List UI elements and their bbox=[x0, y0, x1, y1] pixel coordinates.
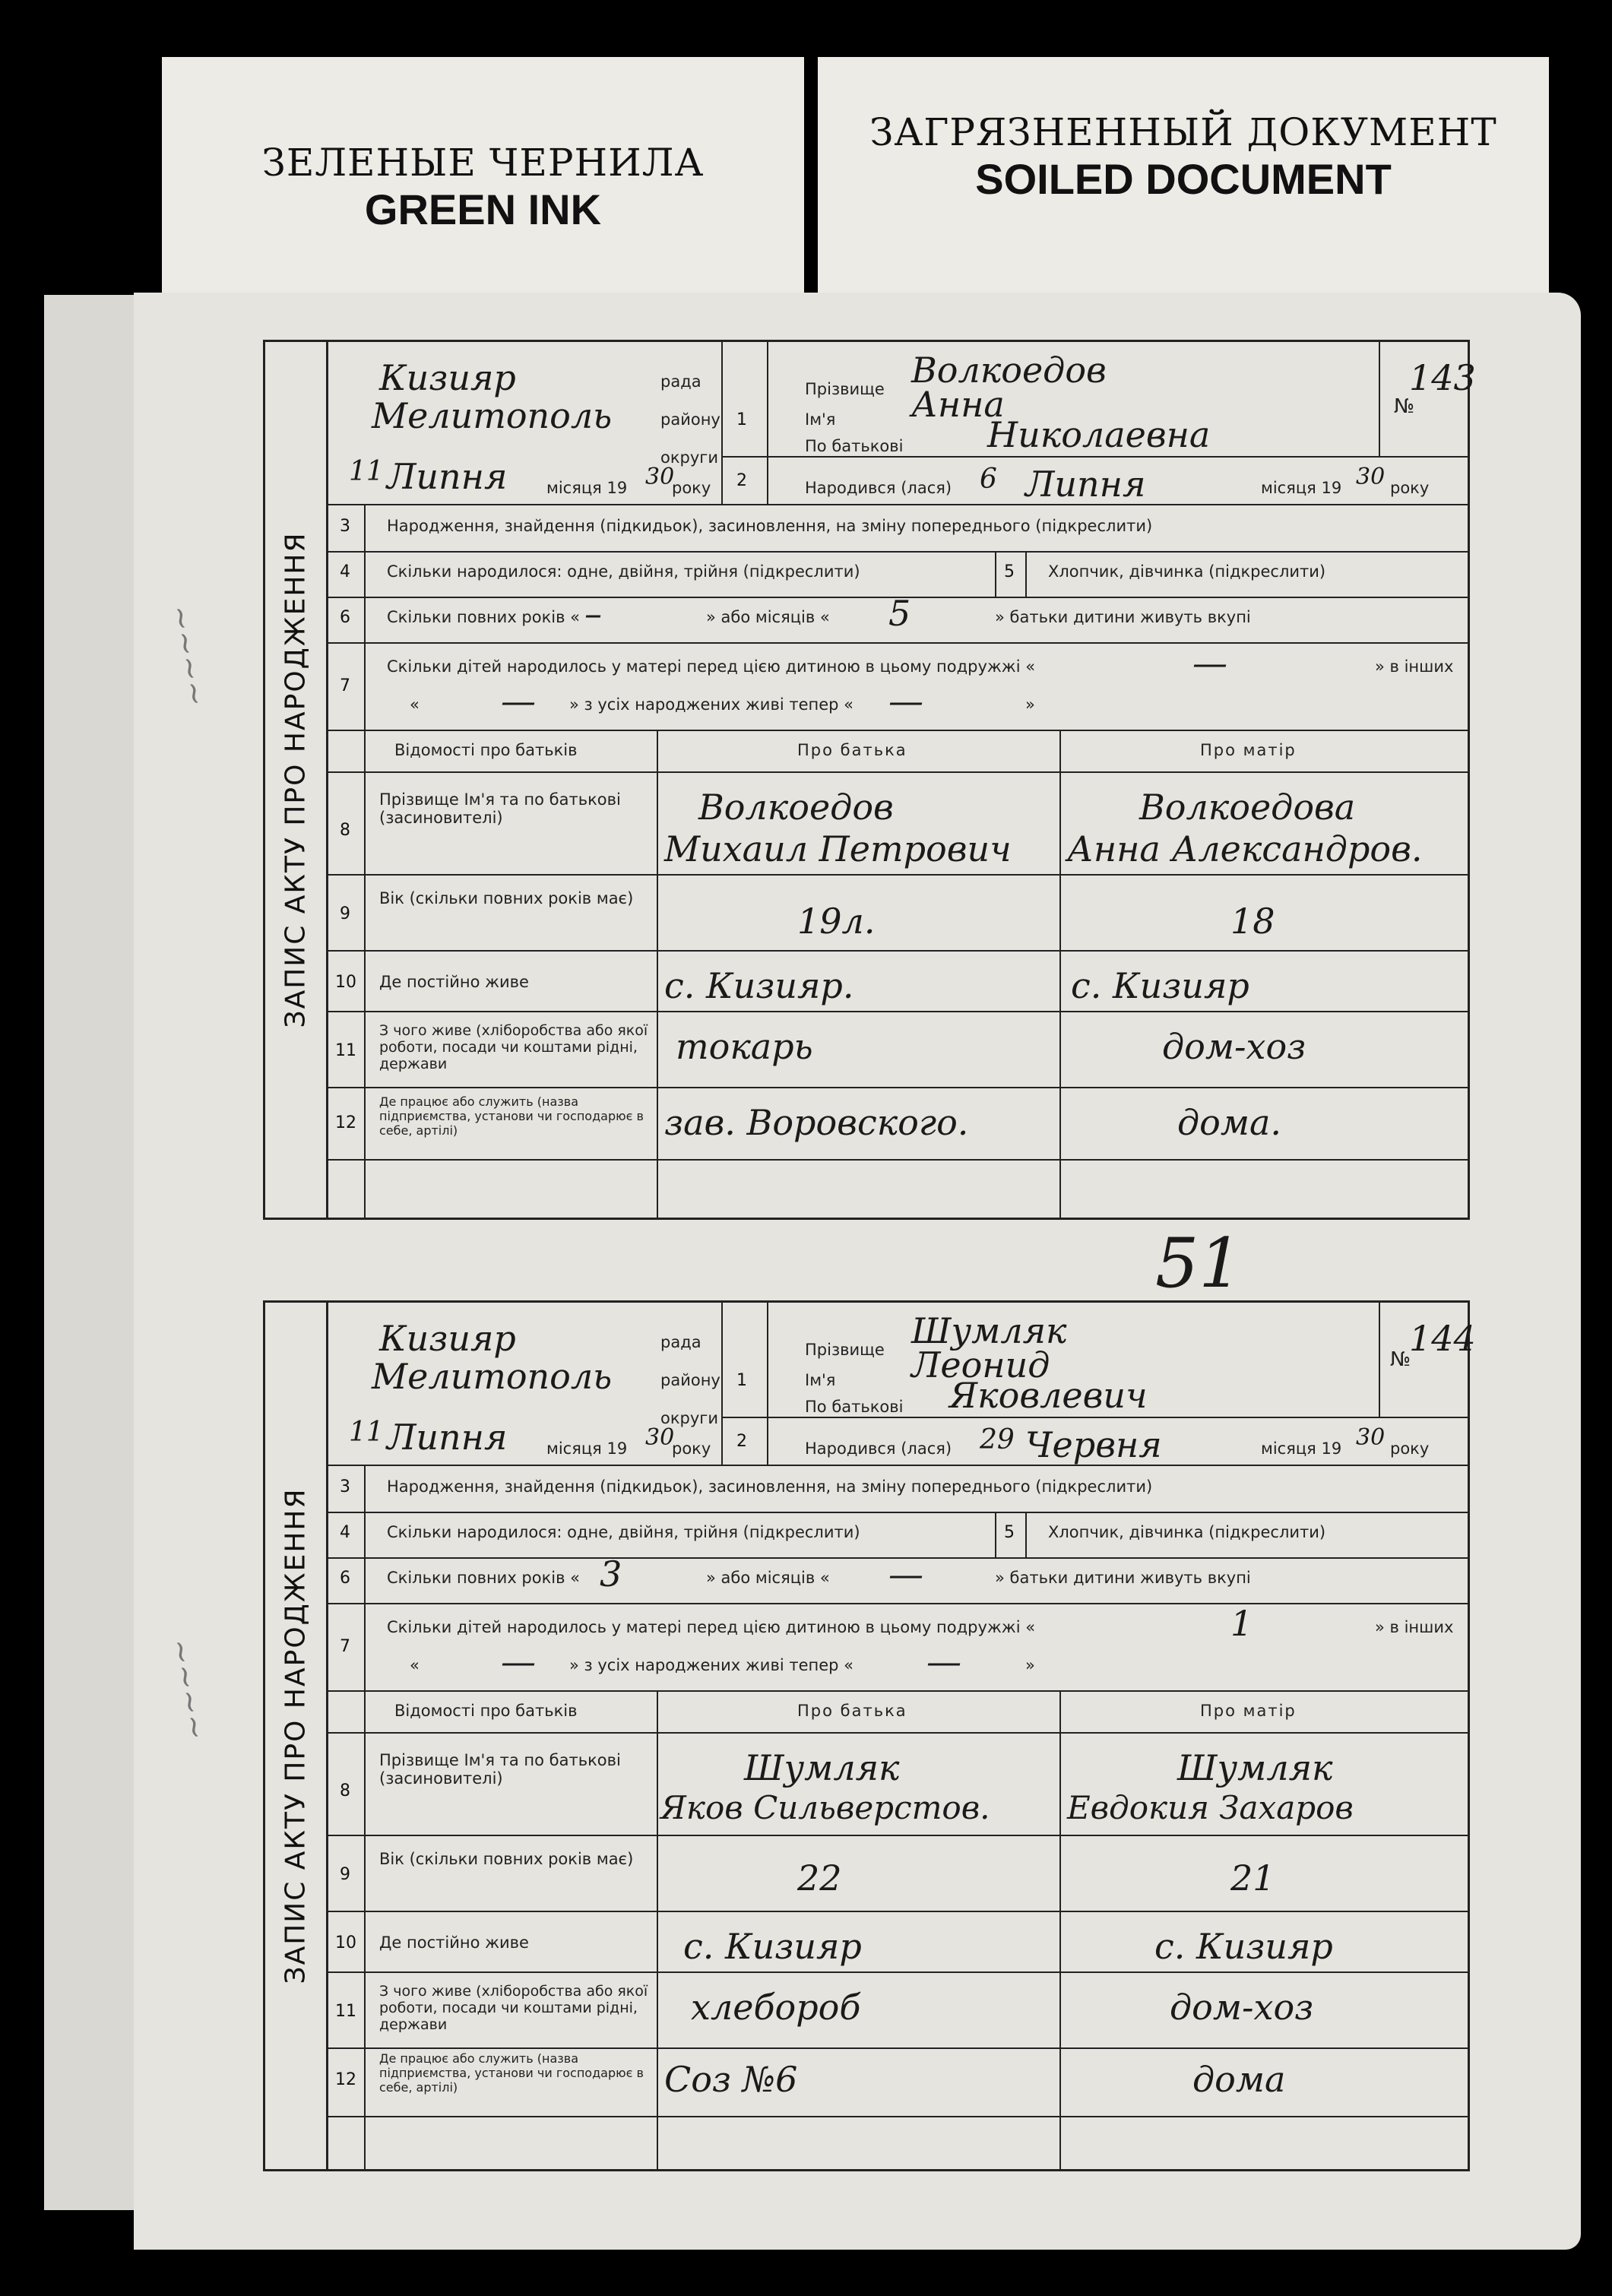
side-title: ЗАПИС АКТУ ПРО НАРОДЖЕННЯ bbox=[265, 342, 328, 1218]
child-patronymic: Яковлевич bbox=[949, 1375, 1148, 1416]
birth-record-143: ЗАПИС АКТУ ПРО НАРОДЖЕННЯ Кизияр рада Мелитополь району округи 11 Липня місяця 19 30 року 1 Прізвище Волкоедов Ім'я Анна По батькові Николаевна № 143 2 Народився (лася) 6 Липня місяця 19 30 року 3 Народження, знайдення (підкидьок), засиновлення, на зміну попереднього (підкреслити) 4 Скільки народилося: одне, двійня, трійня (підкреслити) 5 Хлопчик, дівчинка (підкреслити) 6 Скільки повних років « – » або місяців « 5 » батьки дитини живуть вкупі 7 Скільки дітей народилось у матері перед цією дитиною в цьому подружжі « — » в інших « — » з усіх народжених живі тепер « — » Відомості про батьків Про батька Про матір 8 Прізвище Ім'я та по батькові (засиновителі) 9 Вік (скільки повних років має) 10 Де постійно живе 11 З чого живе (хліборобства або якої роботи, посади чи коштами рідні, держави 12 Де працює або служить (назва підприємства, установи чи господарює в себе, артілі) Волкоедов Михаил Петрович 19л. с. Кизияр. токарь зав. Воровского. Волкоедова Анна Александров. 18 с. Кизияр дом-хоз дома. bbox=[263, 340, 1470, 1220]
margin-note-1: ~~~~ bbox=[161, 602, 214, 710]
green-ink-ru: ЗЕЛЕНЫЕ ЧЕРНИЛА bbox=[261, 141, 705, 185]
green-ink-label bbox=[162, 57, 804, 300]
binding-spine bbox=[44, 295, 134, 2210]
record-number: 144 bbox=[1409, 1318, 1476, 1359]
margin-note-2: ~~~~ bbox=[161, 1636, 214, 1743]
side-title: ЗАПИС АКТУ ПРО НАРОДЖЕННЯ bbox=[265, 1303, 328, 2169]
child-surname: Волкоедов bbox=[911, 350, 1107, 391]
record-number: 143 bbox=[1409, 357, 1476, 398]
child-name: Анна bbox=[911, 384, 1005, 425]
soiled-document-label bbox=[818, 57, 1549, 300]
green-ink-en: GREEN INK bbox=[364, 185, 602, 233]
rada-value: Кизияр bbox=[379, 1318, 516, 1359]
raion-value: Мелитополь bbox=[372, 395, 613, 436]
child-name: Леонид bbox=[911, 1344, 1050, 1386]
birth-record-144: ЗАПИС АКТУ ПРО НАРОДЖЕННЯ Кизияр рада Мелитополь району округи 11 Липня місяця 19 30 року 1 Прізвище Шумляк Ім'я Леонид По батькові Яковлевич № 144 2 Народився (лася) 29 Червня місяця 19 30 року 3 Народження, знайдення (підкидьок), засиновлення, на зміну попереднього (підкреслити) 4 Скільки народилося: одне, двійня, трійня (підкреслити) 5 Хлопчик, дівчинка (підкреслити) 6 Скільки повних років « 3 » або місяців « — » батьки дитини живуть вкупі 7 Скільки дітей народилось у матері перед цією дитиною в цьому подружжі « 1 » в інших « — » з усіх народжених живі тепер « — » Відомості про батьків Про батька Про матір 8 Прізвище Ім'я та по батькові (засиновителі) 9 Вік (скільки повних років має) 10 Де постійно живе 11 З чого живе (хліборобства або якої роботи, посади чи коштами рідні, держави 12 Де працює або служить (назва підприємства, установи чи господарює в себе, артілі) Шумляк Яков Сильверстов. 22 с. Кизияр хлебороб Соз №6 Шумляк Евдокия Захаров 21 с. Кизияр дом-хоз дома bbox=[263, 1300, 1470, 2171]
page-stamp: 51 bbox=[1155, 1224, 1243, 1303]
child-patronymic: Николаевна bbox=[987, 414, 1211, 455]
soiled-document-ru: ЗАГРЯЗНЕННЫЙ ДОКУМЕНТ bbox=[869, 110, 1497, 154]
raion-value: Мелитополь bbox=[372, 1356, 613, 1397]
soiled-document-en: SOILED DOCUMENT bbox=[975, 155, 1392, 203]
child-surname: Шумляк bbox=[911, 1310, 1067, 1351]
rada-value: Кизияр bbox=[379, 357, 516, 398]
